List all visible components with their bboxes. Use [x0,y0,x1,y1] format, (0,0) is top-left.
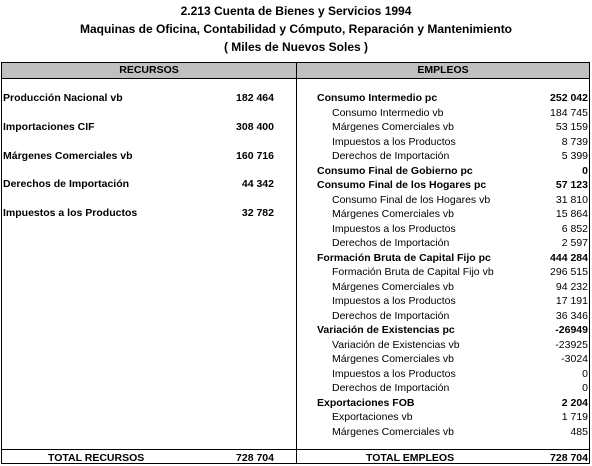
report-units: ( Miles de Nuevos Soles ) [223,40,369,54]
total-empleos-label: TOTAL EMPLEOS [366,452,455,464]
empleos-row-value: 5 399 [561,150,588,162]
empleos-row-value: 31 810 [555,193,588,206]
recursos-row-label: Producción Nacional vb [3,92,123,104]
empleos-row-label: Márgenes Comerciales vb [332,280,454,293]
empleos-row-label: Márgenes Comerciales vb [332,121,454,133]
empleos-row-value: 53 159 [555,121,588,133]
recursos-row-label: Importaciones CIF [3,121,95,133]
empleos-row-label: Consumo Intermedio vb [332,106,444,119]
empleos-row-value: 17 191 [555,295,588,307]
empleos-row-value: 0 [582,164,588,177]
recursos-row-label: Derechos de Importación [3,178,130,190]
recursos-row-label: Márgenes Comerciales vb [3,150,133,162]
empleos-row-label: Variación de Existencias pc [317,324,455,336]
recursos-column-header: RECURSOS [119,64,179,76]
totals-separator [1,449,590,450]
empleos-row-value: -3024 [561,353,588,365]
recursos-row-value: 160 716 [236,150,274,162]
empleos-row-label: Márgenes Comerciales vb [332,353,454,365]
empleos-row-label: Formación Bruta de Capital Fijo vb [332,266,494,278]
empleos-row-label: Impuestos a los Productos [332,295,456,307]
column-divider [296,62,297,464]
empleos-row-label: Consumo Final de los Hogares vb [332,193,491,206]
recursos-row-value: 308 400 [236,121,274,133]
empleos-row-label: Consumo Final de Gobierno pc [317,164,473,177]
empleos-row-label: Consumo Intermedio pc [317,92,438,104]
report-subtitle: Maquinas de Oficina, Contabilidad y Cómputo, Reparación y Mantenimiento [79,22,513,36]
empleos-row-label: Márgenes Comerciales vb [332,425,454,438]
total-empleos-value: 728 704 [550,452,588,464]
empleos-row-label: Consumo Final de los Hogares pc [317,179,487,191]
empleos-row-value: 0 [582,367,588,380]
empleos-row-label: Formación Bruta de Capital Fijo pc [317,251,491,264]
empleos-row-label: Márgenes Comerciales vb [332,208,454,220]
empleos-row-value: 0 [582,382,588,394]
empleos-row-value: 57 123 [555,179,588,191]
report-title: 2.213 Cuenta de Bienes y Servicios 1994 [180,4,412,18]
empleos-row-value: 444 284 [550,251,588,264]
empleos-row-value: 8 739 [561,135,588,148]
empleos-row-value: 6 852 [561,222,588,235]
total-recursos-label: TOTAL RECURSOS [48,452,145,464]
empleos-row-value: 485 [570,425,588,438]
empleos-row-label: Exportaciones vb [332,411,413,423]
empleos-row-label: Derechos de Importación [332,382,450,394]
empleos-row-value: 2 597 [561,237,588,249]
recursos-row-value: 32 782 [241,207,274,219]
empleos-row-value: 94 232 [555,280,588,293]
empleos-row-value: 184 745 [550,106,588,119]
recursos-row-value: 182 464 [236,92,274,104]
empleos-row-label: Exportaciones FOB [317,396,415,409]
empleos-row-label: Derechos de Importación [332,309,450,322]
recursos-row-label: Impuestos a los Productos [3,207,138,219]
empleos-row-value: 2 204 [561,396,588,409]
empleos-row-value: -23925 [555,338,588,351]
empleos-row-label: Impuestos a los Productos [332,135,456,148]
empleos-row-label: Derechos de Importación [332,150,450,162]
empleos-row-value: 36 346 [555,309,588,322]
empleos-row-value: -26949 [555,324,588,336]
empleos-row-label: Variación de Existencias vb [332,338,460,351]
empleos-row-value: 15 864 [555,208,588,220]
empleos-row-value: 252 042 [550,92,588,104]
empleos-row-label: Impuestos a los Productos [332,222,456,235]
empleos-row-value: 296 515 [550,266,588,278]
empleos-row-value: 1 719 [561,411,588,423]
empleos-row-label: Derechos de Importación [332,237,450,249]
total-recursos-value: 728 704 [236,452,274,464]
recursos-row-value: 44 342 [241,178,274,190]
empleos-column-header: EMPLEOS [417,64,469,76]
empleos-row-label: Impuestos a los Productos [332,367,456,380]
